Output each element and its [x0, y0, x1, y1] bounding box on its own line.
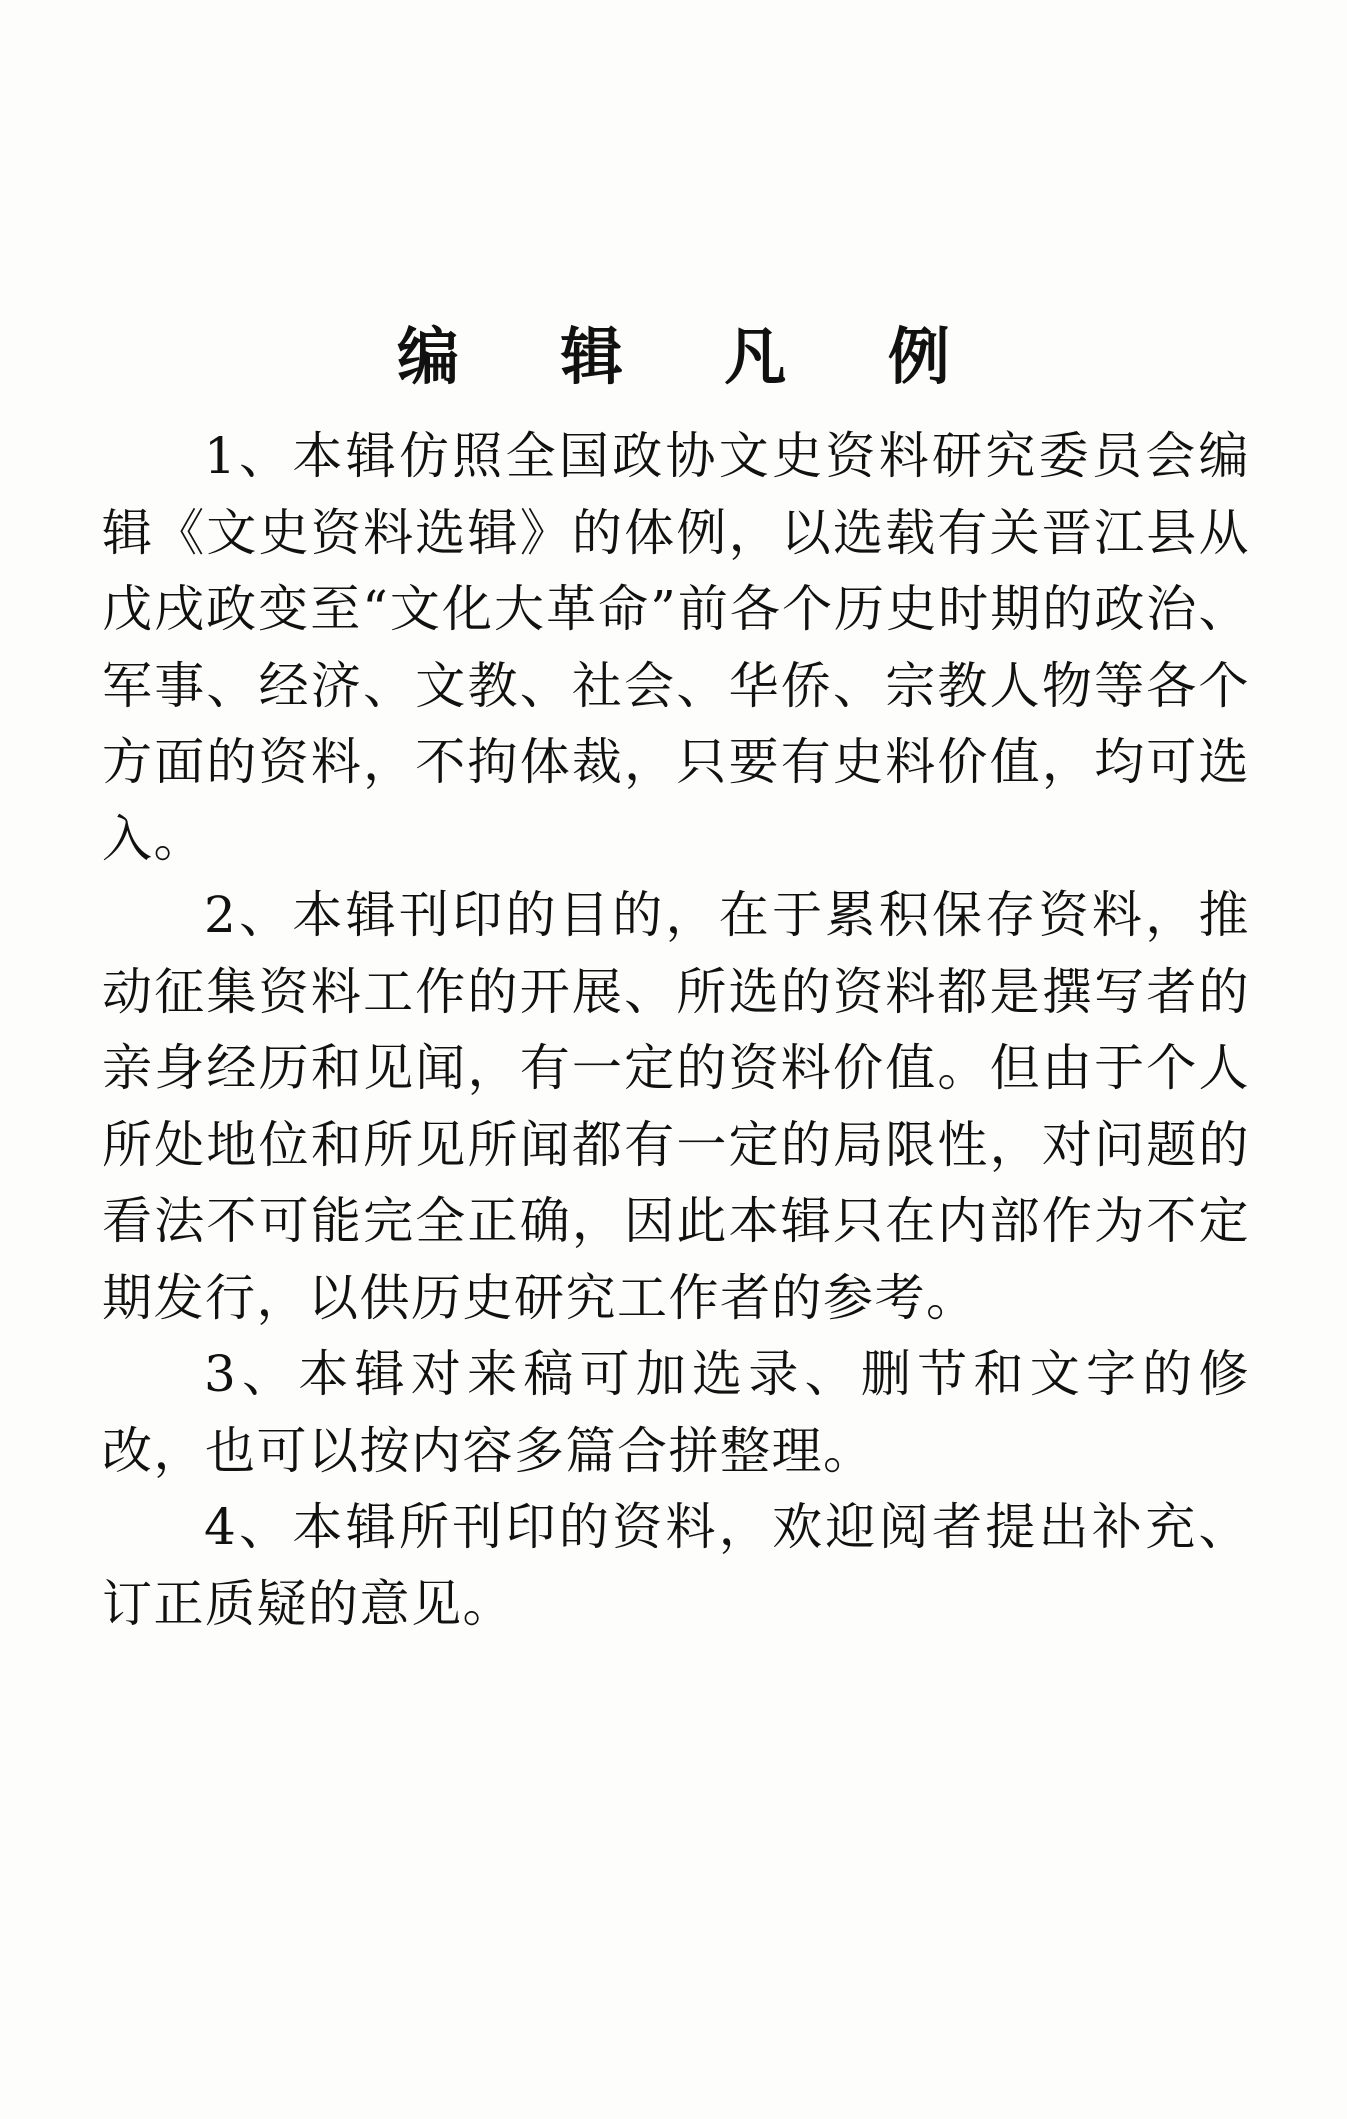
paragraph-4: 4、本辑所刊印的资料，欢迎阅者提出补充、订正质疑的意见。	[102, 1498, 1250, 1633]
document-body	[102, 418, 1250, 1642]
paragraph-3: 3、本辑对来稿可加选录、删节和文字的修改，也可以按内容多篇合拼整理。	[102, 1345, 1250, 1480]
paragraph-1: 1、本辑仿照全国政协文史资料研究委员会编辑《文史资料选辑》的体例，以选载有关晋江县从戊戌政变至“文化大革命”前各个历史时期的政治、军事、经济、文教、社会、华侨、宗教人物等各个方面的资料，不拘体裁，只要有史料价值，均可选入。	[102, 427, 1250, 868]
page-title: 编 辑 凡 例	[397, 319, 990, 393]
paragraph-2: 2、本辑刊印的目的，在于累积保存资料，推动征集资料工作的开展、所选的资料都是撰写者的亲身经历和见闻，有一定的资料价值。但由于个人所处地位和所见所闻都有一定的局限性，对问题的看法不可能完全正确，因此本辑只在内部作为不定期发行，以供历史研究工作者的参考。	[102, 886, 1250, 1327]
